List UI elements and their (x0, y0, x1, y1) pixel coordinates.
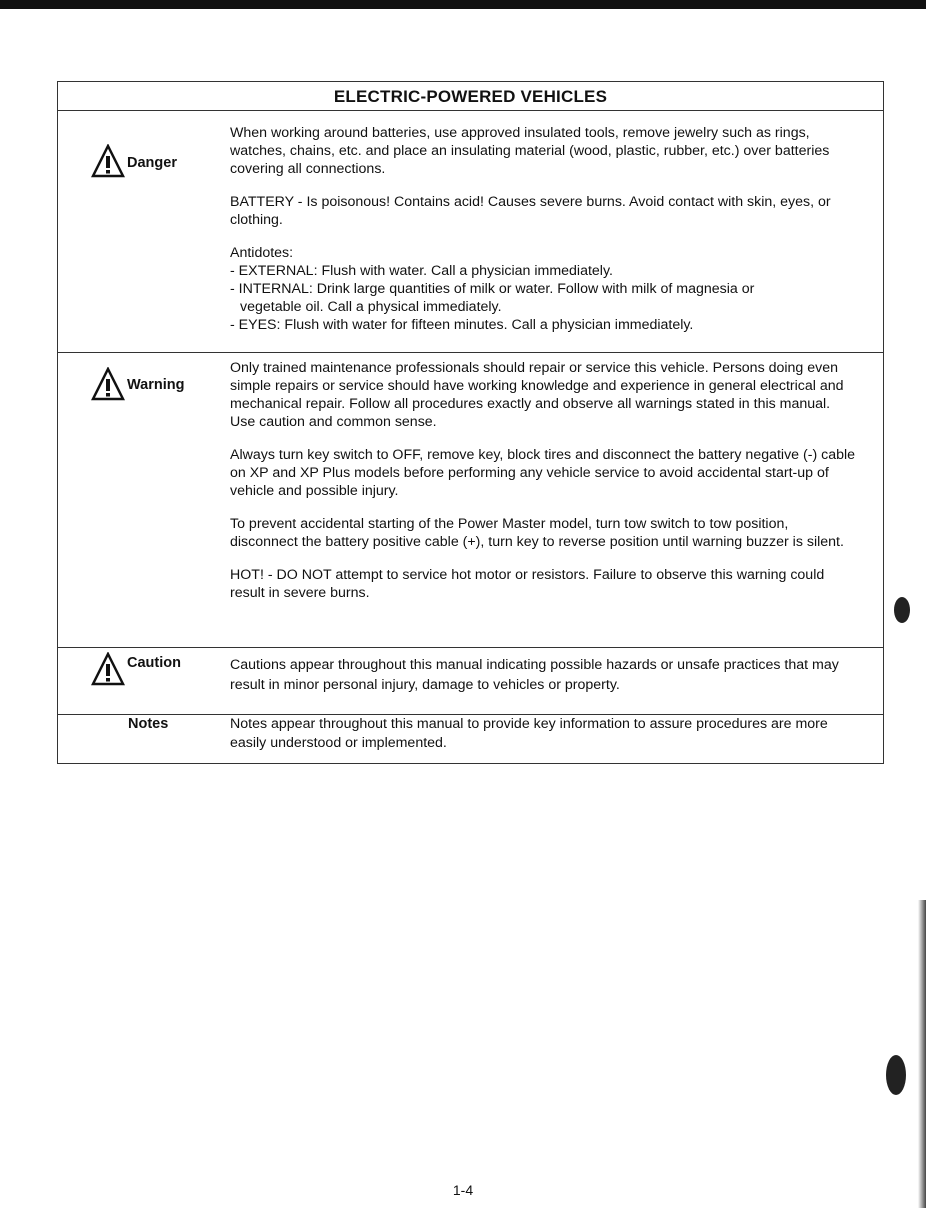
caution-text: Cautions appear throughout this manual indicating possible hazards or unsafe practices that may result in minor personal injury, damage to vehicles or property. (230, 657, 839, 693)
top-scan-border (0, 0, 926, 9)
caution-label-text: Caution (127, 655, 181, 671)
antidote-internal-cont: vegetable oil. Call a physical immediately. (240, 299, 502, 315)
binder-hole-mark (886, 1055, 906, 1095)
antidotes-block (230, 244, 858, 334)
caution-content (230, 655, 858, 695)
danger-row (58, 111, 883, 352)
warning-paragraph: To prevent accidental starting of the Power Master model, turn tow switch to tow position, disconnect the battery positive cable (+), turn key to reverse position until warning buzzer is silent. (230, 516, 844, 550)
caution-label (91, 652, 181, 686)
page-number: 1-4 (452, 1182, 474, 1198)
danger-paragraph: BATTERY - Is poisonous! Contains acid! Causes severe burns. Avoid contact with skin, eyes, or clothing. (230, 194, 831, 228)
warning-paragraph: Only trained maintenance professionals should repair or service this vehicle. Persons doing even simple repairs or service should have working knowledge and experience in general electrical and mechanical repair. Follow all procedures exactly and observe all warnings stated in this manual. Use caution and common sense. (230, 360, 844, 430)
table-title: ELECTRIC-POWERED VEHICLES (58, 82, 883, 111)
safety-definitions-table (57, 81, 884, 764)
warning-label (91, 367, 184, 401)
danger-content (230, 124, 858, 334)
caution-row (58, 647, 883, 714)
antidotes-heading: Antidotes: (230, 245, 294, 261)
notes-text: Notes appear throughout this manual to provide key information to assure procedures are more easily understood or implemented. (230, 716, 828, 751)
notes-label (128, 716, 168, 732)
scan-edge-shadow (918, 900, 926, 1208)
antidote-external: - EXTERNAL: Flush with water. Call a physician immediately. (230, 263, 613, 279)
notes-row (58, 714, 883, 765)
warning-label-text: Warning (127, 377, 185, 393)
warning-triangle-icon (91, 367, 125, 401)
warning-triangle-icon (91, 652, 125, 686)
antidote-internal: - INTERNAL: Drink large quantities of milk or water. Follow with milk of magnesia or (230, 281, 755, 297)
warning-triangle-icon (91, 144, 125, 178)
warning-paragraph: Always turn key switch to OFF, remove key, block tires and disconnect the battery negative (-) cable on XP and XP Plus models before performing any vehicle service to avoid accidental start-up of vehicle and possible injury. (230, 447, 856, 499)
danger-paragraph: When working around batteries, use approved insulated tools, remove jewelry such as rings, watches, chains, etc. and place an insulating material (wood, plastic, rubber, etc.) over batteries covering all connections. (230, 125, 830, 177)
notes-label-text: Notes (128, 716, 169, 732)
danger-label (91, 144, 177, 178)
binder-hole-mark (894, 597, 910, 623)
antidote-eyes: - EYES: Flush with water for fifteen minutes. Call a physician immediately. (230, 317, 694, 333)
warning-content (230, 359, 858, 602)
danger-label-text: Danger (127, 155, 177, 171)
notes-content (230, 715, 858, 753)
warning-row (58, 352, 883, 647)
warning-paragraph: HOT! - DO NOT attempt to service hot motor or resistors. Failure to observe this warning could result in severe burns. (230, 567, 825, 601)
